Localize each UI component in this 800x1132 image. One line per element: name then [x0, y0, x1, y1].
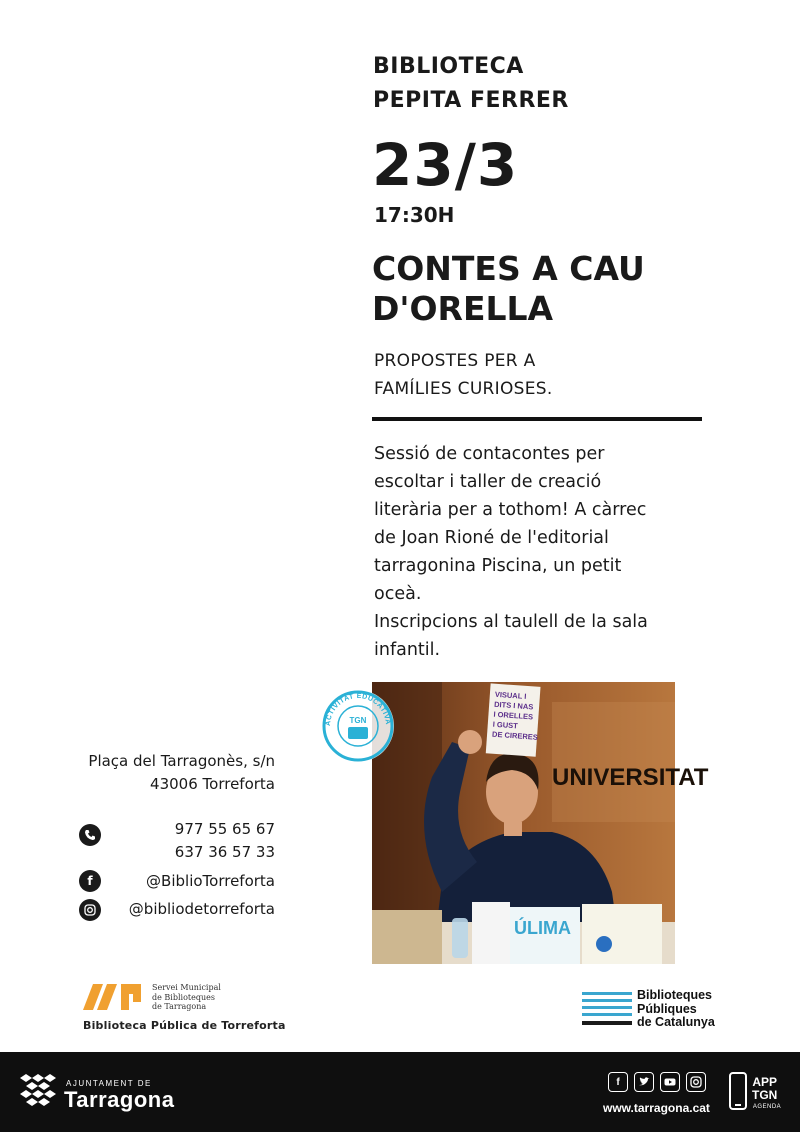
servei-municipal-text — [152, 983, 221, 1012]
bpc-logo — [582, 990, 634, 1032]
library-name-line1: BIBLIOTECA — [373, 54, 524, 79]
biblioteca-publica-label: Biblioteca Pública de Torreforta — [83, 1019, 286, 1032]
book-line: DITS I NAS — [493, 699, 534, 712]
facebook-icon[interactable]: f — [608, 1072, 628, 1092]
bpc-text — [637, 989, 715, 1030]
wall-text: UNIVERSITAT — [552, 764, 709, 791]
bpc-logo-icon — [582, 990, 634, 1028]
twitter-icon[interactable] — [634, 1072, 654, 1092]
library-name — [373, 50, 569, 118]
app-tgn-label[interactable] — [752, 1076, 777, 1102]
address — [40, 750, 275, 796]
instagram-handle[interactable]: @bibliodetorreforta — [128, 900, 275, 918]
description-line: literària per a tothom! A càrrec — [374, 500, 647, 520]
badge-top-text: ACTIVITAT EDUCATIVA — [324, 692, 392, 727]
description-line: escoltar i taller de creació — [374, 472, 602, 492]
servei-line2: de Biblioteques — [152, 992, 215, 1002]
facebook-icon: f — [79, 870, 101, 892]
servei-line1: Servei Municipal — [152, 983, 221, 992]
instagram-icon — [79, 899, 101, 921]
library-name-line2: PEPITA FERRER — [373, 88, 569, 113]
youtube-icon[interactable] — [660, 1072, 680, 1092]
book-line: I ORELLES — [493, 709, 534, 722]
book-line: DE CIRERES — [491, 729, 539, 742]
address-line2: 43006 Torreforta — [150, 775, 275, 793]
ajuntament-name: Tarragona — [64, 1087, 175, 1112]
badge-icon — [320, 688, 396, 764]
description-line: Sessió de contacontes per — [374, 444, 605, 464]
description-line: tarragonina Piscina, un petit — [374, 556, 622, 576]
address-line1: Plaça del Tarragonès, s/n — [88, 752, 275, 770]
app-agenda-label: AGENDA — [752, 1104, 782, 1110]
description-line: Inscripcions al taulell de la sala — [374, 612, 648, 632]
description-line: oceà. — [374, 584, 422, 604]
phone-number[interactable]: 637 36 57 33 — [174, 843, 275, 861]
bpc-line3: de Catalunya — [637, 1015, 715, 1029]
servei-logo-icon — [83, 984, 147, 1010]
ajuntament-small: AJUNTAMENT DE — [66, 1079, 152, 1088]
event-subtitle-line1: PROPOSTES PER A — [374, 351, 536, 371]
event-description — [374, 440, 704, 664]
educational-activity-badge — [320, 688, 396, 764]
phone-number[interactable]: 977 55 65 67 — [174, 820, 275, 838]
facebook-handle[interactable]: @BiblioTorreforta — [146, 872, 275, 890]
bpc-line2: Públiques — [637, 1001, 697, 1016]
app-line2: TGN — [752, 1088, 778, 1102]
phone-icon — [79, 824, 101, 846]
bpc-line1: Biblioteques — [637, 988, 713, 1002]
instagram-icon[interactable] — [686, 1072, 706, 1092]
mobile-phone-icon — [729, 1072, 747, 1114]
description-line: de Joan Rioné de l'editorial — [374, 528, 609, 548]
servei-municipal-logo — [83, 984, 147, 1014]
app-line1: APP — [752, 1075, 778, 1089]
photo-illustration — [372, 682, 709, 964]
servei-line3: de Tarragona — [152, 1002, 207, 1011]
description-line: infantil. — [374, 640, 441, 660]
divider — [372, 417, 702, 421]
phone-numbers — [140, 818, 275, 864]
ajuntament-logo-icon — [20, 1074, 56, 1110]
book-ulima: ÚLIMA — [514, 918, 571, 938]
footer-social-icons — [608, 1072, 706, 1092]
event-subtitle — [374, 347, 553, 403]
book-line: I GUST — [492, 719, 519, 731]
website-link[interactable]: www.tarragona.cat — [603, 1101, 710, 1115]
event-title-line2: D'ORELLA — [372, 289, 554, 328]
event-subtitle-line2: FAMÍLIES CURIOSES. — [374, 379, 553, 399]
badge-center-text: TGN — [349, 716, 367, 725]
event-photo — [372, 682, 709, 964]
event-time: 17:30H — [374, 203, 455, 227]
book-line: VISUAL I — [494, 689, 527, 701]
event-title-line1: CONTES A CAU — [372, 249, 645, 288]
event-title — [372, 249, 645, 329]
event-date: 23/3 — [372, 131, 519, 199]
